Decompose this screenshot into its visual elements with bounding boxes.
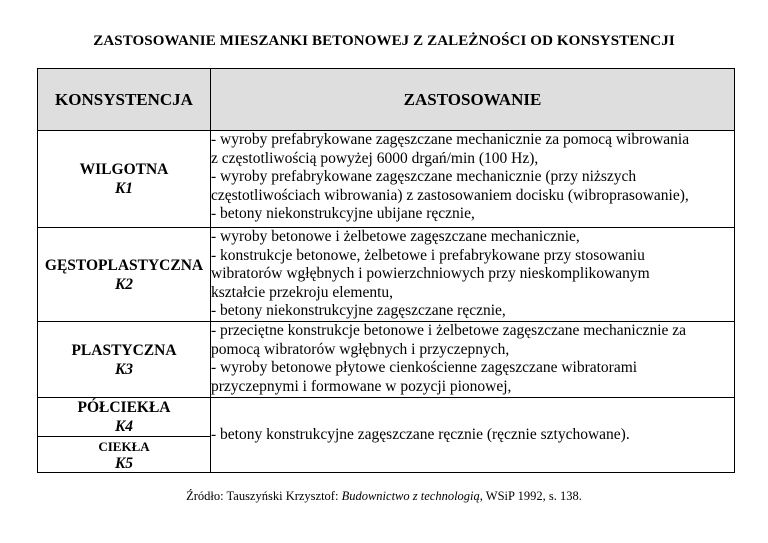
application-line: wibratorów wgłębnych i powierzchniowych przy nieskomplikowanym — [211, 265, 650, 283]
source-suffix: WSiP 1992, s. 138. — [482, 489, 582, 503]
consistency-cell — [38, 322, 211, 398]
consistency-code: K5 — [114, 454, 134, 472]
application-line: pomocą wibratorów wgłębnych i przyczepnych, — [211, 340, 510, 358]
table-row — [38, 322, 735, 398]
consistency-name: CIEKŁA — [98, 438, 150, 454]
table-row — [38, 228, 735, 322]
table-row — [38, 131, 735, 228]
application-line: - wyroby prefabrykowane zagęszczane mechanicznie (przy niższych — [211, 168, 637, 186]
source-citation — [0, 489, 768, 504]
application-line: - wyroby betonowe płytowe cienkościenne zagęszczane wibratorami — [211, 359, 638, 377]
application-line: - przeciętne konstrukcje betonowe i żelbetowe zagęszczane mechanicznie za — [211, 322, 687, 339]
header-consistency: KONSYSTENCJA — [38, 69, 211, 131]
consistency-table — [37, 68, 735, 473]
consistency-cell — [38, 131, 211, 228]
application-line: - wyroby betonowe i żelbetowe zagęszczane mechanicznie, — [211, 228, 580, 245]
table-header-row — [38, 69, 735, 131]
document-title: ZASTOSOWANIE MIESZANKI BETONOWEJ Z ZALEŻNOŚCI OD KONSYSTENCJI — [93, 33, 675, 49]
table-row — [38, 398, 735, 437]
application-line: - betony niekonstrukcyjne ubijane ręcznie, — [211, 205, 475, 223]
application-line: - betony konstrukcyjne zagęszczane ręcznie (ręcznie sztychowane). — [211, 425, 630, 443]
header-application: ZASTOSOWANIE — [211, 69, 735, 131]
consistency-name: PÓŁCIEKŁA — [77, 399, 171, 416]
application-line: kształcie przekroju elementu, — [211, 283, 394, 301]
consistency-name: PLASTYCZNA — [71, 341, 177, 359]
application-cell — [211, 322, 735, 398]
consistency-code: K4 — [114, 418, 134, 435]
application-line: - wyroby prefabrykowane zagęszczane mechanicznie za pomocą wibrowania — [211, 131, 690, 148]
consistency-name: GĘSTOPLASTYCZNA — [44, 256, 204, 274]
source-book-title: Budownictwo z technologią, — [341, 489, 483, 503]
application-cell — [211, 398, 735, 473]
application-cell — [211, 131, 735, 228]
application-line: częstotliwościach wibrowania) z zastosowaniem docisku (wibroprasowanie), — [211, 186, 689, 204]
application-line: - betony niekonstrukcyjne zagęszczane ręcznie, — [211, 302, 506, 320]
consistency-cell — [38, 228, 211, 322]
consistency-code: K2 — [114, 275, 134, 293]
consistency-cell — [38, 398, 211, 437]
consistency-code: K1 — [114, 180, 134, 197]
consistency-name: WILGOTNA — [79, 161, 169, 178]
source-prefix: Źródło: Tauszyński Krzysztof: — [186, 489, 342, 503]
consistency-code: K3 — [114, 360, 134, 378]
application-line: - konstrukcje betonowe, żelbetowe i prefabrykowane przy stosowaniu — [211, 246, 645, 264]
consistency-cell — [38, 437, 211, 473]
application-line: przyczepnymi i formowane w pozycji pionowej, — [211, 377, 512, 395]
application-line: z częstotliwością powyżej 6000 drgań/min (100 Hz), — [211, 149, 539, 167]
application-cell — [211, 228, 735, 322]
